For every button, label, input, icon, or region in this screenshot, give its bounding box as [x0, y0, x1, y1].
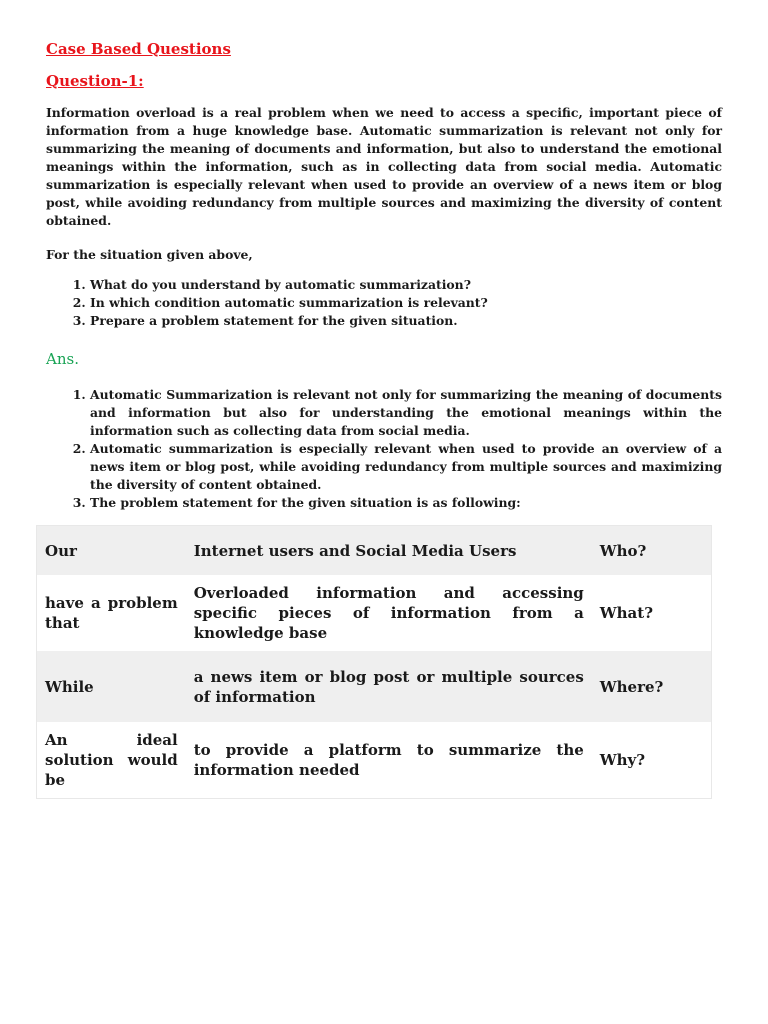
answer-item: 1. Automatic Summarization is relevant not only for summarizing the meaning of documents and information but also for understanding the emotional meanings within the information such as collecting data from social media. — [90, 386, 722, 440]
answer-item: 2. Automatic summarization is especially relevant when used to provide an overview of a news item or blog post, while avoiding redundancy from multiple sources and maximizing the diversity of content obtained. — [90, 440, 722, 494]
table-cell-question: Who? — [599, 541, 647, 560]
table-cell-content: to provide a platform to summarize the information needed — [193, 741, 584, 779]
question-list — [46, 276, 722, 330]
table-cell-content: a news item or blog post or multiple sources of information — [193, 667, 584, 706]
table-cell-label: An ideal solution would be — [45, 731, 178, 789]
document-page — [46, 36, 722, 512]
problem-statement-table — [36, 525, 712, 799]
table-cell-question: Why? — [599, 751, 646, 769]
table-row — [37, 651, 712, 722]
answer-label: Ans. — [46, 350, 79, 368]
question-item: 3. Prepare a problem statement for the given situation. — [90, 312, 722, 330]
table-cell-question: What? — [599, 604, 653, 622]
table-cell-label: While — [45, 677, 94, 696]
table-cell-content: Overloaded information and accessing specific pieces of information from a knowledge base — [193, 584, 584, 642]
lead-text: For the situation given above, — [46, 247, 253, 262]
table-cell-question: Where? — [599, 677, 664, 696]
table-cell-content: Internet users and Social Media Users — [193, 541, 517, 560]
answer-item: 3. The problem statement for the given situation is as following: — [90, 494, 722, 512]
table-row — [37, 526, 712, 576]
question-item: 1. What do you understand by automatic summarization? — [90, 276, 722, 294]
table-row — [37, 722, 712, 799]
question-title: Question-1: — [46, 72, 144, 90]
question-paragraph: Information overload is a real problem when we need to access a specific, important piece of information from a huge knowledge base. Automatic summarization is relevant not only for summarizing the meaning of documents and information, but also to understand the emotional meanings within the information, such as in collecting data from social media. Automatic summarization is especially relevant when used to provide an overview of a news item or blog post, while avoiding redundancy from multiple sources and maximizing the diversity of content obtained. — [46, 105, 722, 228]
table-cell-label: have a problem that — [45, 594, 178, 632]
answer-list — [46, 386, 722, 512]
question-item: 2. In which condition automatic summarization is relevant? — [90, 294, 722, 312]
case-title: Case Based Questions — [46, 40, 231, 58]
table-row — [37, 575, 712, 651]
table-cell-label: Our — [45, 541, 77, 560]
